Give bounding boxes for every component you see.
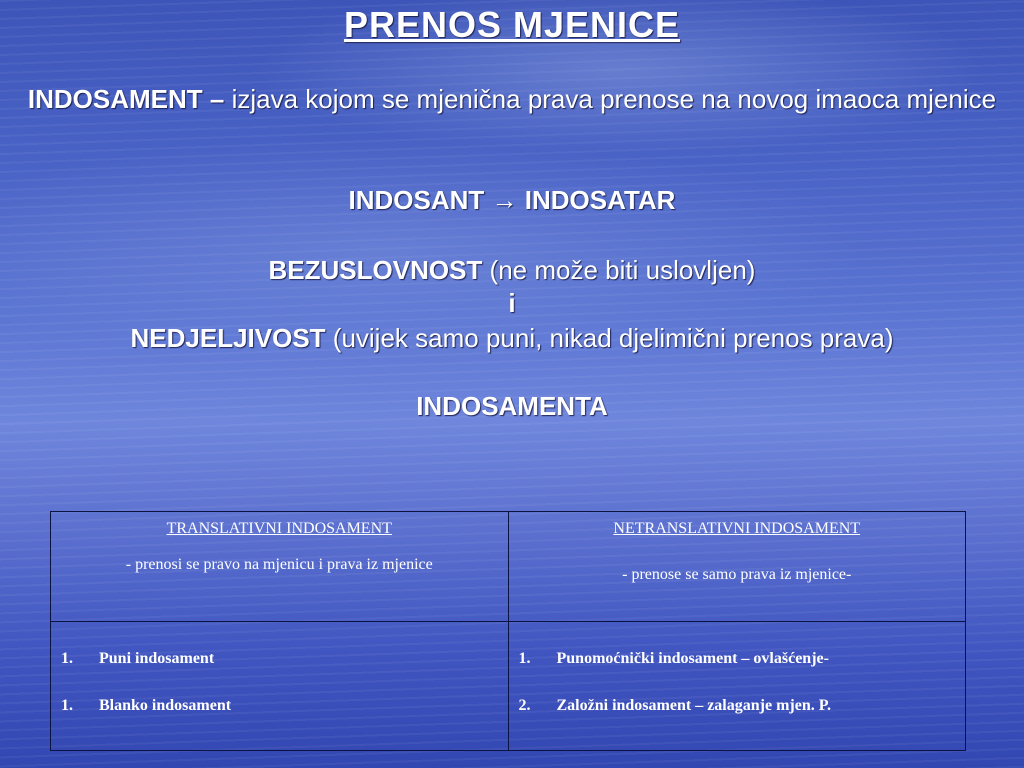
principle-unconditional-term: BEZUSLOVNOST	[268, 255, 483, 285]
list-item-number: 1.	[518, 650, 531, 667]
translative-header: TRANSLATIVNI INDOSAMENT	[166, 520, 392, 537]
non-translative-header-cell	[508, 512, 966, 622]
list-item-text: Blanko indosament	[99, 697, 232, 714]
list-item-text: Punomoćnički indosament – ovlašćenje-	[556, 650, 829, 667]
translative-items-cell	[51, 622, 509, 751]
principle-indivisible	[20, 321, 1004, 355]
non-translative-items-cell	[508, 622, 966, 751]
slide-title: PRENOS MJENICE	[343, 4, 681, 45]
non-translative-description: - prenose se samo prava iz mjenice-	[622, 566, 852, 583]
principle-indivisible-term: NEDJELJIVOST	[130, 323, 326, 353]
definition-term: INDOSAMENT –	[27, 84, 225, 114]
list-item-number: 1.	[61, 697, 73, 714]
translative-header-cell	[51, 512, 509, 622]
list-item-number: 1.	[61, 650, 73, 667]
principle-indivisible-text: (uvijek samo puni, nikad djelimični prenos prava)	[325, 323, 894, 353]
list-item-number: 2.	[518, 697, 531, 714]
principle-conjunction: i	[508, 288, 516, 318]
list-item	[61, 697, 498, 715]
principle-unconditional	[20, 253, 1004, 287]
non-translative-header: NETRANSLATIVNI INDOSAMENT	[613, 520, 861, 537]
definition-paragraph	[20, 82, 1004, 116]
endorsement-flow: INDOSANT → INDOSATAR	[348, 185, 676, 215]
table-header-row	[51, 512, 966, 622]
list-item	[61, 650, 498, 668]
translative-description: - prenosi se pravo na mjenicu i prava iz mjenice	[125, 556, 433, 573]
endorsement-types-table	[50, 511, 966, 751]
table-items-row	[51, 622, 966, 751]
definition-text: izjava kojom se mjenična prava prenose na novog imaoca mjenice	[224, 84, 997, 114]
principle-unconditional-text: (ne može biti uslovljen)	[482, 255, 756, 285]
list-item	[519, 697, 956, 715]
principle-object: INDOSAMENTA	[416, 391, 608, 421]
list-item-text: Založni indosament – zalaganje mjen. P.	[556, 697, 832, 714]
list-item	[519, 650, 956, 668]
list-item-text: Puni indosament	[99, 650, 215, 667]
